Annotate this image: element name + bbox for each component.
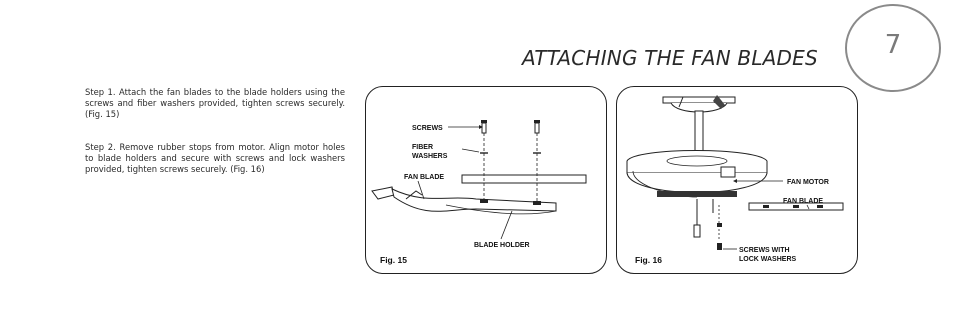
step-2-text: Step 2. Remove rubber stops from motor. Align motor holes to blade holders and secure with screws and lock washers provided, tighten screws securely. (Fig. 16) (85, 142, 345, 174)
label-fiber: FIBER (412, 144, 433, 151)
blade-holder (372, 187, 556, 214)
figure-15-caption: Fig. 15 (380, 255, 407, 265)
label-washers: WASHERS (412, 153, 448, 160)
label-fan-blade: FAN BLADE (404, 174, 445, 181)
label-fan-blade: FAN BLADE (783, 198, 824, 205)
label-screws-with: SCREWS WITH (739, 247, 790, 254)
screw-icon (717, 205, 722, 250)
screw-left-icon (480, 120, 488, 209)
downrod (695, 111, 703, 155)
step-1-text: Step 1. Attach the fan blades to the blade holders using the screws and fiber washers provided, tighten screws securely. (Fig. 15) (85, 87, 345, 119)
label-lock-washers: LOCK WASHERS (739, 256, 797, 263)
fan-motor (627, 151, 767, 198)
fan-blade-upper (462, 175, 586, 183)
label-blade-holder: BLADE HOLDER (474, 242, 530, 249)
figure-15-drawing (366, 87, 608, 275)
page-title: ATTACHING THE FAN BLADES (522, 46, 818, 70)
label-fan-motor: FAN MOTOR (787, 179, 829, 186)
figure-15 (365, 86, 607, 274)
figure-16 (616, 86, 858, 274)
page-number: 7 (884, 30, 902, 60)
ceiling-canopy (663, 95, 735, 112)
screw-right-icon (533, 120, 541, 209)
figure-16-caption: Fig. 16 (635, 255, 662, 265)
pull-chain (694, 199, 713, 237)
label-screws: SCREWS (412, 125, 443, 132)
figure-16-drawing (617, 87, 859, 275)
